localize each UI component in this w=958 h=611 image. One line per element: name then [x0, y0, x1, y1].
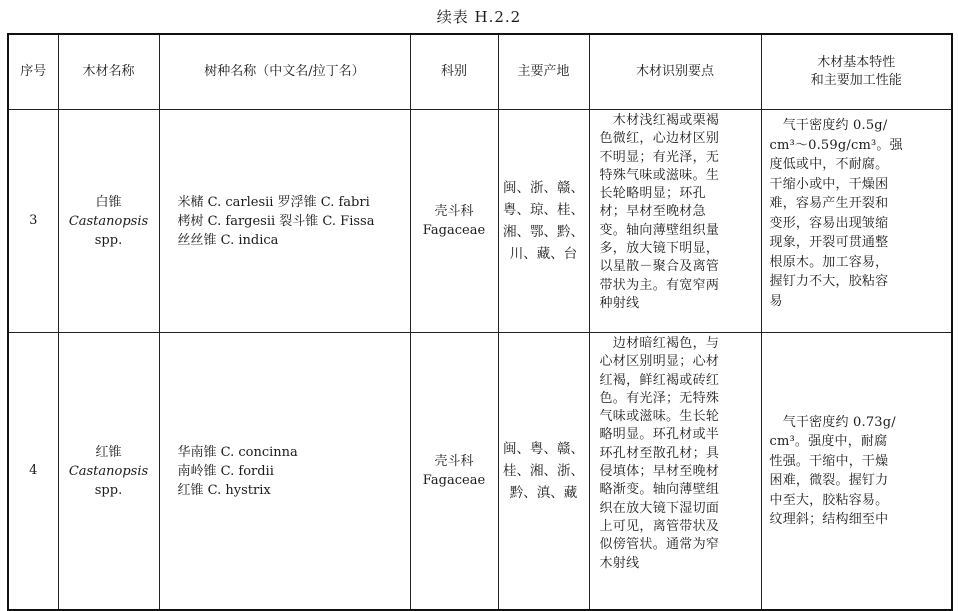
props-line: 困难，微裂。握钉力: [769, 473, 889, 488]
species-line: 南岭锥 C. fordii: [177, 463, 274, 479]
header-family: 科别: [410, 34, 498, 110]
origin-line: 黔、滇、藏: [509, 485, 578, 501]
props-line: 纹理斜；结构细至中: [769, 512, 889, 527]
ident-line: 略渐变。轴向薄壁组: [599, 482, 720, 498]
ident-line: 红褐，鲜红褐或砖红: [599, 372, 720, 388]
props-line: cm³。强度中，耐腐: [769, 434, 888, 449]
wood-name-cn: 白锥: [95, 194, 122, 210]
ident-line: 色微红，心边材区别: [599, 131, 720, 147]
ident-line: 上可见，离管带状及: [599, 518, 720, 534]
ident-line: 带状为主。有宽窄两: [599, 277, 720, 293]
props-line: 根原木。加工容易，: [769, 254, 889, 270]
ident-line: 多，放大镜下明显，: [599, 241, 720, 257]
table-row: [8, 110, 952, 333]
cell-family: [410, 110, 498, 333]
cell-species: [159, 333, 410, 611]
cell-identification: [589, 110, 761, 333]
family-latin: Fagaceae: [422, 223, 486, 238]
species-line: 栲树 C. fargesii 裂斗锥 C. Fissa: [177, 213, 375, 229]
ident-line: 心材区别明显；心材: [599, 354, 720, 370]
ident-line: 以星散－聚合及离管: [599, 259, 720, 275]
props-line: 中至大，胶粘容易。: [769, 492, 889, 508]
cell-wood-name: [58, 333, 159, 611]
cell-family: [410, 333, 498, 611]
origin-line: 粤、琼、桂、: [503, 202, 584, 218]
ident-line: 气味或滋味。生长轮: [599, 409, 720, 425]
origin-line: 湘、鄂、黔、: [503, 224, 584, 240]
ident-line: 变。轴向薄壁组织量: [599, 222, 720, 238]
cell-origin: [498, 110, 589, 333]
ident-line: 木射线: [599, 555, 640, 571]
props-line: 变形，容易出现皱缩: [769, 215, 889, 231]
cell-no: 4: [8, 333, 58, 611]
ident-line: 边材暗红褐色，与: [599, 336, 720, 351]
props-line: 气干密度约 0.5g/: [769, 118, 888, 133]
props-line: cm³～0.59g/cm³。强: [769, 137, 903, 153]
wood-name-spp: spp.: [94, 482, 123, 498]
origin-line: 闽、粤、赣、: [503, 441, 584, 457]
wood-name-genus: Castanopsis: [68, 213, 149, 229]
ident-line: 似傍管状。通常为窄: [599, 537, 720, 553]
props-line: 握钉力不大，胶粘容: [769, 274, 889, 289]
ident-line: 侵填体；早材至晚材: [599, 464, 720, 480]
header-origin: 主要产地: [498, 34, 589, 110]
ident-line: 长轮略明显；环孔: [599, 186, 706, 202]
cell-identification: [589, 333, 761, 611]
ident-line: 不明显；有光泽，无: [599, 149, 720, 165]
props-line: 度低或中，不耐腐。: [769, 157, 889, 172]
table-caption: 续表 H.2.2: [436, 8, 522, 26]
family-latin: Fagaceae: [422, 473, 486, 488]
header-no: 序号: [8, 34, 58, 110]
species-line: 米槠 C. carlesii 罗浮锥 C. fabri: [177, 194, 370, 210]
ident-line: 特殊气味或滋味。生: [599, 167, 720, 183]
props-line: 性强。干缩中，干燥: [769, 453, 889, 469]
cell-no: 3: [8, 110, 58, 333]
ident-line: 色。有光泽；无特殊: [599, 390, 720, 406]
ident-line: 略明显。环孔材或半: [599, 427, 720, 443]
wood-properties-table: [7, 33, 953, 611]
species-line: 红锥 C. hystrix: [177, 482, 271, 498]
origin-line: 闽、浙、赣、: [503, 180, 584, 196]
header-row: [8, 34, 952, 110]
ident-line: 材；早材至晚材急: [599, 204, 706, 220]
wood-name-cn: 红锥: [95, 444, 122, 460]
props-line: 难，容易产生开裂和: [769, 196, 889, 211]
cell-properties: [761, 333, 952, 611]
table-row: [8, 333, 952, 611]
header-properties-line1: 木材基本特性: [817, 54, 896, 70]
cell-wood-name: [58, 110, 159, 333]
props-line: 易: [769, 293, 783, 309]
ident-line: 木材浅红褐或栗褐: [599, 113, 720, 128]
header-wood-name: 木材名称: [58, 34, 159, 110]
wood-name-genus: Castanopsis: [68, 463, 149, 479]
species-line: 丝丝锥 C. indica: [177, 232, 279, 248]
ident-line: 环孔材至散孔材；具: [599, 445, 720, 461]
origin-line: 桂、湘、浙、: [503, 463, 584, 479]
cell-properties: [761, 110, 952, 333]
family-cn: 壳斗科: [434, 204, 474, 219]
origin-line: 川、藏、台: [509, 246, 578, 262]
header-properties: [761, 34, 952, 110]
wood-name-spp: spp.: [94, 232, 123, 248]
cell-species: [159, 110, 410, 333]
family-cn: 壳斗科: [434, 454, 474, 469]
ident-line: 织在放大镜下湿切面: [599, 500, 720, 516]
header-properties-line2: 和主要加工性能: [810, 73, 902, 88]
props-line: 气干密度约 0.73g/: [769, 414, 896, 430]
cell-origin: [498, 333, 589, 611]
header-identification: 木材识别要点: [589, 34, 761, 110]
props-line: 干缩小或中，干燥困: [769, 176, 889, 192]
header-species: 树种名称（中文名/拉丁名）: [159, 34, 410, 110]
species-line: 华南锥 C. concinna: [177, 444, 298, 460]
ident-line: 种射线: [599, 295, 640, 311]
props-line: 现象，开裂可贯通整: [769, 235, 889, 250]
